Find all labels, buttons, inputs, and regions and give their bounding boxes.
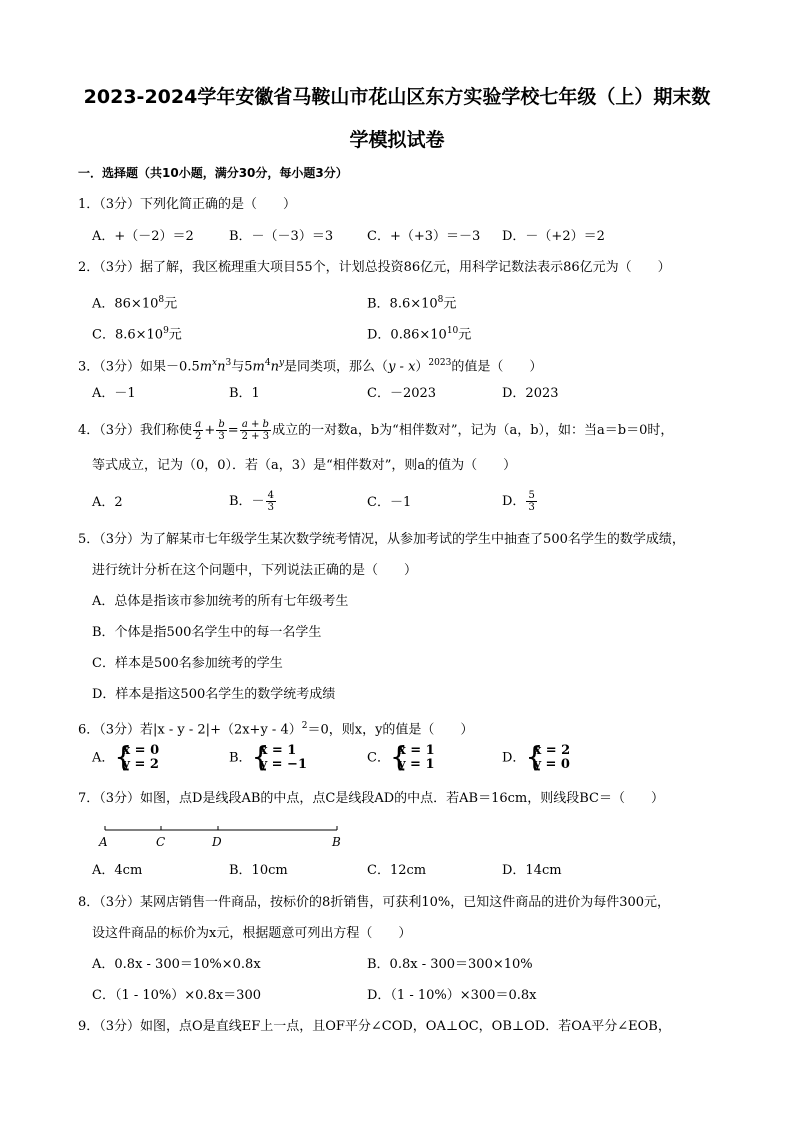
question-4-option-a: A．2: [92, 495, 123, 510]
question-3-option-c: C．－2023: [367, 386, 437, 401]
question-6-option-a: A． { x = 0 y = 2: [92, 740, 160, 773]
question-1-option-c: C．+（+3）＝－3: [367, 229, 481, 244]
question-9-stem: 9．（3分）如图，点O是直线EF上一点，且OF平分∠COD，OA⊥OC，OB⊥OD．若OA平分∠EOB，: [78, 1019, 671, 1034]
question-1-option-b: B．－（－3）＝3: [229, 229, 334, 244]
question-4-option-d: D． $\frac{5}{3}$: [502, 490, 535, 513]
fraction-b-over-3: $\frac{b}{3}$: [218, 419, 225, 442]
question-2-option-a: A．$86\times 10^8$元: [92, 295, 178, 312]
question-1-stem: 1．（3分）下列化简正确的是（ ）: [78, 197, 297, 212]
question-7-option-b: B．10cm: [229, 863, 288, 878]
section-heading: 一．选择题（共10小题，满分30分，每小题3分）: [78, 166, 348, 180]
question-5-option-d: D．样本是指这500名学生的数学统考成绩: [92, 687, 336, 702]
question-3-option-d: D．2023: [502, 386, 559, 401]
page-title-line2: 学模拟试卷: [349, 129, 445, 151]
question-7-option-d: D．14cm: [502, 863, 562, 878]
question-2-option-d: D．$0.86\times 10^{10}$元: [367, 326, 472, 343]
question-8-option-a: A．0.8x - 300＝10%×0.8x: [92, 957, 261, 972]
label-b: B: [332, 835, 341, 849]
question-5-option-b: B．个体是指500名学生中的每一名学生: [92, 625, 322, 640]
question-3-stem: 3．（3分）如果$-0.5m^xn^3$与$5m^4n^y$是同类项，那么（y - x）$^{2023}$的值是（ ）: [78, 358, 543, 375]
fraction-a-over-2: $\frac{a}{2}$: [195, 419, 202, 442]
question-3-option-a: A．－1: [92, 386, 136, 401]
question-6-option-c: C． { x = 1 y = 1: [367, 740, 435, 773]
label-c: C: [156, 835, 166, 849]
question-4-stem: 4．（3分）我们称使 $\frac{a}{2}$ + $\frac{b}{3}$ = $\frac{a + b}{2 + 3}$ 成立的一对数a，b为“相伴数对”，记为（a，b），如：当a＝b＝0时，: [78, 419, 674, 442]
question-7-stem: 7．（3分）如图，点D是线段AB的中点，点C是线段AD的中点．若AB＝16cm，则线段BC＝（ ）: [78, 791, 664, 806]
question-1-option-a: A．+（－2）＝2: [92, 229, 194, 244]
question-8-option-b: B．0.8x - 300＝300×10%: [367, 957, 533, 972]
label-d: D: [212, 835, 222, 849]
question-6-stem: 6．（3分）若$|x - y - 2|+(2x+y - 4)^2=0$，则x，y的值是（ ）: [78, 721, 474, 738]
page-title: 2023-2024学年安徽省马鞍山市花山区东方实验学校七年级（上）期末数: [83, 86, 711, 108]
question-2-stem: 2．（3分）据了解，我区梳理重大项目55个，计划总投资86亿元，用科学记数法表示86亿元为（ ）: [78, 260, 671, 275]
question-5-stem-line2: 进行统计分析在这个问题中，下列说法正确的是（ ）: [92, 563, 418, 578]
question-2-option-b: B．$8.6\times 10^8$元: [367, 295, 457, 312]
label-a: A: [99, 835, 108, 849]
question-1-option-d: D．－（+2）＝2: [502, 229, 605, 244]
question-2-option-c: C．$8.6\times 10^9$元: [92, 326, 182, 343]
line-segment-figure: [96, 820, 356, 852]
fraction-sum: $\frac{a + b}{2 + 3}$: [241, 419, 270, 442]
question-4-option-c: C．－1: [367, 495, 412, 510]
question-8-stem-line2: 设这件商品的标价为x元，根据题意可列出方程（ ）: [92, 926, 412, 941]
question-7-option-c: C．12cm: [367, 863, 427, 878]
question-4-option-b: B．－ $\frac{4}{3}$: [229, 490, 274, 513]
question-5-stem: 5．（3分）为了解某市七年级学生某次数学统考情况，从参加考试的学生中抽查了500名学生的数学成绩，: [78, 532, 685, 547]
question-6-option-d: D． { x = 2 y = 0: [502, 740, 571, 773]
question-4-stem-line2: 等式成立，记为（0，0）．若（a，3）是“相伴数对”，则a的值为（ ）: [92, 458, 517, 473]
question-5-option-a: A．总体是指该市参加统考的所有七年级考生: [92, 594, 349, 609]
question-8-option-d: D．（1 - 10%）×300＝0.8x: [367, 988, 537, 1003]
question-3-option-b: B．1: [229, 386, 260, 401]
question-5-option-c: C．样本是500名参加统考的学生: [92, 656, 283, 671]
question-7-option-a: A．4cm: [92, 863, 143, 878]
question-6-option-b: B． { x = 1 y = −1: [229, 740, 307, 773]
question-8-stem: 8．（3分）某网店销售一件商品，按标价的8折销售，可获利10%，已知这件商品的进价为每件300元，: [78, 895, 671, 910]
question-8-option-c: C．（1 - 10%）×0.8x＝300: [92, 988, 261, 1003]
